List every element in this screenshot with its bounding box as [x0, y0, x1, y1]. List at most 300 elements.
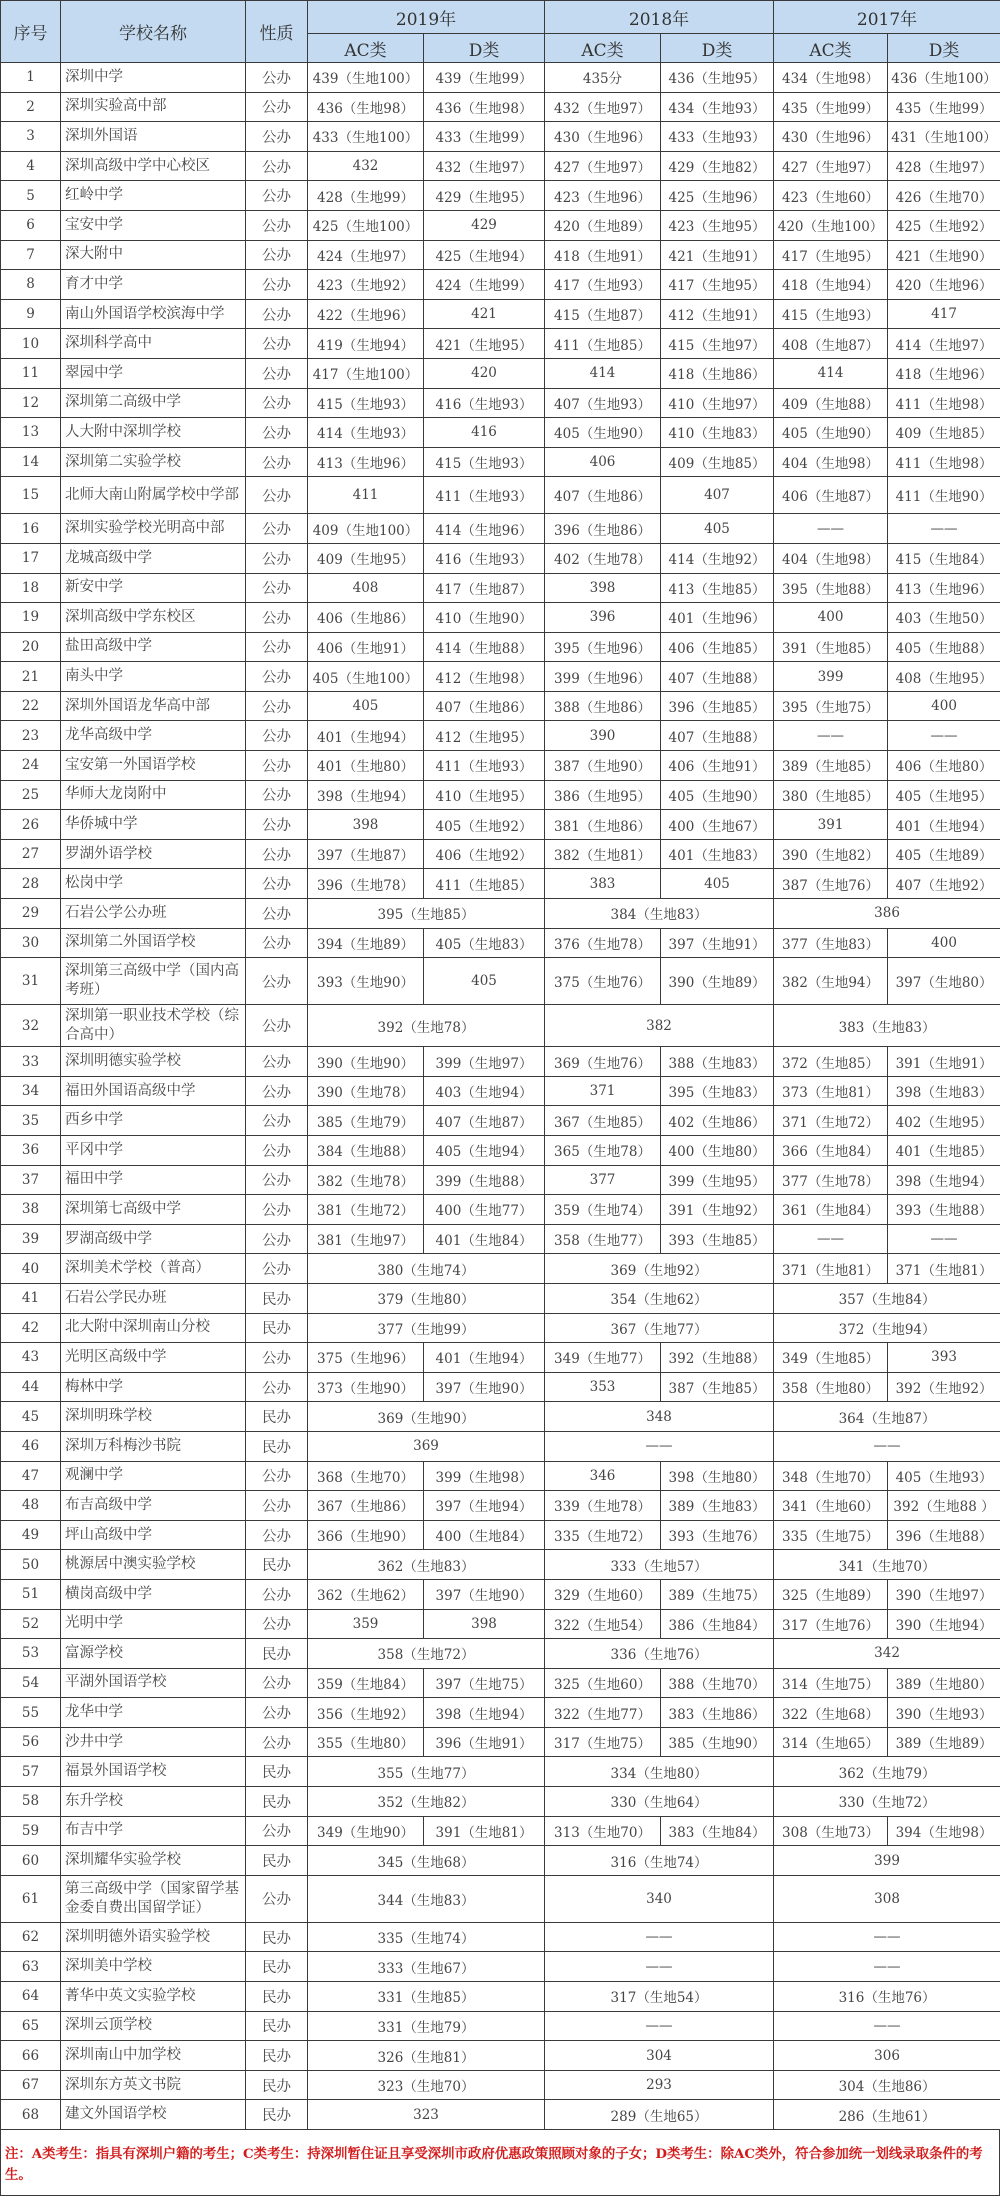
school-type: 民办 — [246, 2041, 308, 2071]
school-type: 民办 — [246, 2100, 308, 2130]
school-type: 公办 — [246, 1816, 308, 1846]
table-row — [1, 603, 1000, 633]
score-2017-d: 394（生地98） — [888, 1816, 1000, 1846]
score-2018-d: 410（生地83） — [661, 418, 774, 448]
score-2017-merged: 342 — [774, 1639, 1000, 1669]
score-2019-merged: 345（生地68） — [308, 1846, 545, 1876]
school-type: 民办 — [246, 1313, 308, 1343]
school-name: 深大附中 — [61, 240, 246, 270]
score-2017-ac: 366（生地84） — [774, 1136, 888, 1166]
school-type: 公办 — [246, 1372, 308, 1402]
school-type: 公办 — [246, 151, 308, 181]
score-2017-d: 417 — [888, 299, 1000, 329]
score-2019-d: 399（生地98） — [424, 1461, 545, 1491]
score-2019-ac: 414（生地93） — [308, 418, 424, 448]
score-2019-d: 414（生地96） — [424, 514, 545, 544]
table-row — [1, 1952, 1000, 1982]
score-2017-ac: 387（生地76） — [774, 869, 888, 899]
school-type: 民办 — [246, 2070, 308, 2100]
row-number: 42 — [1, 1313, 61, 1343]
score-2017-merged: 308 — [774, 1875, 1000, 1922]
score-2017-d: 393 — [888, 1343, 1000, 1373]
table-row — [1, 780, 1000, 810]
score-2019-ac: 356（生地92） — [308, 1698, 424, 1728]
school-name: 深圳第二高级中学 — [61, 388, 246, 418]
score-2019-merged: 355（生地77） — [308, 1757, 545, 1787]
score-2017-ac: 395（生地88） — [774, 573, 888, 603]
header-2019-ac: AC类 — [308, 34, 424, 63]
score-2017-ac: 409（生地88） — [774, 388, 888, 418]
score-2017-merged: 306 — [774, 2041, 1000, 2071]
school-type: 公办 — [246, 1165, 308, 1195]
school-name: 横岗高级中学 — [61, 1579, 246, 1609]
score-2019-ac: 373（生地90） — [308, 1372, 424, 1402]
score-2017-merged: —— — [774, 1431, 1000, 1461]
score-2019-merged: 335（生地74） — [308, 1922, 545, 1952]
table-row — [1, 1076, 1000, 1106]
score-2019-d: 391（生地81） — [424, 1816, 545, 1846]
table-row — [1, 1402, 1000, 1432]
score-2019-ac: 401（生地80） — [308, 751, 424, 781]
score-2019-ac: 424（生地97） — [308, 240, 424, 270]
table-row — [1, 632, 1000, 662]
table-row — [1, 358, 1000, 388]
score-2018-d: 405 — [661, 869, 774, 899]
school-name: 人大附中深圳学校 — [61, 418, 246, 448]
score-2019-ac: 432 — [308, 151, 424, 181]
score-2017-ac: 377（生地83） — [774, 928, 888, 958]
school-name: 沙井中学 — [61, 1727, 246, 1757]
table-row — [1, 1668, 1000, 1698]
score-2018-ac: 432（生地97） — [545, 92, 661, 122]
score-2018-ac: 414 — [545, 358, 661, 388]
score-2019-d: 400（生地84） — [424, 1520, 545, 1550]
school-type: 公办 — [246, 662, 308, 692]
score-2018-d: 387（生地85） — [661, 1372, 774, 1402]
score-2018-ac: 406 — [545, 447, 661, 477]
score-2017-d: 411（生地98） — [888, 388, 1000, 418]
score-2019-d: 405（生地94） — [424, 1136, 545, 1166]
school-type: 民办 — [246, 1757, 308, 1787]
score-2018-ac: 381（生地86） — [545, 810, 661, 840]
table-row — [1, 899, 1000, 929]
score-2017-merged: 330（生地72） — [774, 1787, 1000, 1817]
school-name: 北大附中深圳南山分校 — [61, 1313, 246, 1343]
row-number: 41 — [1, 1283, 61, 1313]
school-name: 布吉中学 — [61, 1816, 246, 1846]
score-2017-d: 405（生地93） — [888, 1461, 1000, 1491]
score-2019-d: 432（生地97） — [424, 151, 545, 181]
score-2019-ac: 362（生地62） — [308, 1579, 424, 1609]
score-2018-d: 402（生地86） — [661, 1106, 774, 1136]
score-2017-ac: 361（生地84） — [774, 1195, 888, 1225]
score-2017-merged: 372（生地94） — [774, 1313, 1000, 1343]
school-name: 坪山高级中学 — [61, 1520, 246, 1550]
row-number: 21 — [1, 662, 61, 692]
school-type: 公办 — [246, 1461, 308, 1491]
table-row — [1, 2011, 1000, 2041]
table-row — [1, 928, 1000, 958]
school-type: 民办 — [246, 1550, 308, 1580]
score-2017-ac: 418（生地94） — [774, 270, 888, 300]
school-name: 松岗中学 — [61, 869, 246, 899]
score-2019-ac: 393（生地90） — [308, 958, 424, 1005]
school-type: 公办 — [246, 632, 308, 662]
school-type: 公办 — [246, 1005, 308, 1047]
row-number: 18 — [1, 573, 61, 603]
score-2018-merged: 348 — [545, 1402, 774, 1432]
score-2018-ac: 396 — [545, 603, 661, 633]
score-2018-ac: 322（生地54） — [545, 1609, 661, 1639]
score-2018-ac: 329（生地60） — [545, 1579, 661, 1609]
score-2017-d: —— — [888, 1224, 1000, 1254]
table-row — [1, 691, 1000, 721]
table-row — [1, 210, 1000, 240]
row-number: 60 — [1, 1846, 61, 1876]
score-2018-d: 421（生地91） — [661, 240, 774, 270]
score-2017-ac: 348（生地70） — [774, 1461, 888, 1491]
score-2018-ac: 367（生地85） — [545, 1106, 661, 1136]
school-name: 石岩公学公办班 — [61, 899, 246, 929]
row-number: 29 — [1, 899, 61, 929]
score-2018-ac: 405（生地90） — [545, 418, 661, 448]
score-2018-ac: 398 — [545, 573, 661, 603]
row-number: 45 — [1, 1402, 61, 1432]
score-2019-ac: 367（生地86） — [308, 1491, 424, 1521]
score-2019-ac: 359（生地84） — [308, 1668, 424, 1698]
score-2017-ac: 380（生地85） — [774, 780, 888, 810]
row-number: 26 — [1, 810, 61, 840]
school-type: 民办 — [246, 1639, 308, 1669]
score-2017-ac: 395（生地75） — [774, 691, 888, 721]
score-2017-ac: 322（生地68） — [774, 1698, 888, 1728]
score-2019-d: 405（生地83） — [424, 928, 545, 958]
score-2019-ac: 366（生地90） — [308, 1520, 424, 1550]
school-type: 公办 — [246, 780, 308, 810]
row-number: 35 — [1, 1106, 61, 1136]
score-2019-d: 416（生地93） — [424, 388, 545, 418]
header-2018-d: D类 — [661, 34, 774, 63]
row-number: 28 — [1, 869, 61, 899]
score-2019-ac: 413（生地96） — [308, 447, 424, 477]
school-type: 公办 — [246, 573, 308, 603]
score-2017-ac: 377（生地78） — [774, 1165, 888, 1195]
score-2017-d: 401（生地85） — [888, 1136, 1000, 1166]
table-row — [1, 1922, 1000, 1952]
school-name: 宝安第一外国语学校 — [61, 751, 246, 781]
row-number: 19 — [1, 603, 61, 633]
school-type: 公办 — [246, 92, 308, 122]
score-2018-d: 400（生地67） — [661, 810, 774, 840]
score-2018-d: 395（生地83） — [661, 1076, 774, 1106]
table-row — [1, 1491, 1000, 1521]
school-name: 桃源居中澳实验学校 — [61, 1550, 246, 1580]
score-2019-ac: 409（生地95） — [308, 543, 424, 573]
row-number: 62 — [1, 1922, 61, 1952]
score-2019-ac: 428（生地99） — [308, 181, 424, 211]
table-row — [1, 1283, 1000, 1313]
score-2019-merged: 380（生地74） — [308, 1254, 545, 1284]
score-2017-ac: 417（生地95） — [774, 240, 888, 270]
score-2018-ac: 313（生地70） — [545, 1816, 661, 1846]
row-number: 43 — [1, 1343, 61, 1373]
school-type: 公办 — [246, 751, 308, 781]
row-number: 58 — [1, 1787, 61, 1817]
score-2018-merged: —— — [545, 1922, 774, 1952]
score-2019-d: 415（生地93） — [424, 447, 545, 477]
score-2019-d: 416 — [424, 418, 545, 448]
score-2019-ac: 382（生地78） — [308, 1165, 424, 1195]
table-row — [1, 662, 1000, 692]
school-name: 育才中学 — [61, 270, 246, 300]
score-2017-ac: 382（生地94） — [774, 958, 888, 1005]
score-2018-ac: 399（生地96） — [545, 662, 661, 692]
score-2018-merged: 317（生地54） — [545, 1982, 774, 2012]
score-2017-d: 436（生地100） — [888, 63, 1000, 93]
score-2018-d: 407（生地88） — [661, 721, 774, 751]
score-2017-d: 431（生地100） — [888, 122, 1000, 152]
table-row — [1, 2041, 1000, 2071]
table-row — [1, 388, 1000, 418]
header-2019-d: D类 — [424, 34, 545, 63]
score-2019-d: 433（生地99） — [424, 122, 545, 152]
school-type: 公办 — [246, 691, 308, 721]
school-name: 深圳美术学校（普高） — [61, 1254, 246, 1284]
score-2018-merged: 289（生地65） — [545, 2100, 774, 2130]
table-row — [1, 1639, 1000, 1669]
school-type: 民办 — [246, 1846, 308, 1876]
score-2019-ac: 406（生地91） — [308, 632, 424, 662]
score-2019-d: 405（生地92） — [424, 810, 545, 840]
score-2019-d: 406（生地92） — [424, 839, 545, 869]
score-2019-ac: 384（生地88） — [308, 1136, 424, 1166]
table-body — [1, 63, 1000, 2130]
score-2017-d: 390（生地94） — [888, 1609, 1000, 1639]
score-2019-d: 407（生地86） — [424, 691, 545, 721]
row-number: 40 — [1, 1254, 61, 1284]
score-2017-ac: 314（生地65） — [774, 1727, 888, 1757]
row-number: 27 — [1, 839, 61, 869]
score-2019-merged: 331（生地85） — [308, 1982, 545, 2012]
score-2017-ac: 390（生地82） — [774, 839, 888, 869]
school-name: 深圳明德实验学校 — [61, 1047, 246, 1077]
table-row — [1, 1136, 1000, 1166]
school-name: 盐田高级中学 — [61, 632, 246, 662]
score-2017-ac: 430（生地96） — [774, 122, 888, 152]
score-2019-ac: 436（生地98） — [308, 92, 424, 122]
school-name: 深圳第二外国语学校 — [61, 928, 246, 958]
score-2019-merged: 392（生地78） — [308, 1005, 545, 1047]
score-2017-ac: 373（生地81） — [774, 1076, 888, 1106]
score-2018-d: 391（生地92） — [661, 1195, 774, 1225]
school-name: 罗湖高级中学 — [61, 1224, 246, 1254]
score-2017-merged: 386 — [774, 899, 1000, 929]
score-2018-d: 415（生地97） — [661, 329, 774, 359]
score-2018-ac: 411（生地85） — [545, 329, 661, 359]
row-number: 46 — [1, 1431, 61, 1461]
score-2019-ac: 433（生地100） — [308, 122, 424, 152]
score-2017-ac: 317（生地76） — [774, 1609, 888, 1639]
score-2017-ac: 335（生地75） — [774, 1520, 888, 1550]
table-row — [1, 1550, 1000, 1580]
school-type: 公办 — [246, 1609, 308, 1639]
score-2018-merged: 334（生地80） — [545, 1757, 774, 1787]
score-2017-ac: 434（生地98） — [774, 63, 888, 93]
score-2018-ac: 322（生地77） — [545, 1698, 661, 1728]
score-2017-d: 435（生地99） — [888, 92, 1000, 122]
school-type: 公办 — [246, 418, 308, 448]
score-2018-d: 400（生地80） — [661, 1136, 774, 1166]
score-2017-ac: 435（生地99） — [774, 92, 888, 122]
table-row — [1, 299, 1000, 329]
school-name: 深圳实验高中部 — [61, 92, 246, 122]
score-2017-ac: 415（生地93） — [774, 299, 888, 329]
score-2018-merged: 384（生地83） — [545, 899, 774, 929]
score-2018-ac: 388（生地86） — [545, 691, 661, 721]
school-type: 公办 — [246, 1136, 308, 1166]
score-2019-d: 411（生地85） — [424, 869, 545, 899]
table-row — [1, 1313, 1000, 1343]
score-2017-merged: 304（生地86） — [774, 2070, 1000, 2100]
table-header — [1, 1, 1000, 63]
score-2018-merged: 330（生地64） — [545, 1787, 774, 1817]
table-row — [1, 1343, 1000, 1373]
score-2017-d: 398（生地83） — [888, 1076, 1000, 1106]
score-2017-ac: 314（生地75） — [774, 1668, 888, 1698]
row-number: 31 — [1, 958, 61, 1005]
score-2018-ac: 365（生地78） — [545, 1136, 661, 1166]
school-name: 光明中学 — [61, 1609, 246, 1639]
score-2018-d: 388（生地83） — [661, 1047, 774, 1077]
score-2017-d: 426（生地70） — [888, 181, 1000, 211]
score-2018-d: 406（生地85） — [661, 632, 774, 662]
school-type: 公办 — [246, 603, 308, 633]
school-type: 公办 — [246, 810, 308, 840]
score-2018-d: 393（生地85） — [661, 1224, 774, 1254]
header-type: 性质 — [246, 1, 308, 63]
score-2019-ac: 394（生地89） — [308, 928, 424, 958]
score-2019-d: 397（生地75） — [424, 1668, 545, 1698]
score-2018-ac: 386（生地95） — [545, 780, 661, 810]
school-name: 石岩公学民办班 — [61, 1283, 246, 1313]
score-2017-ac: 358（生地80） — [774, 1372, 888, 1402]
score-2019-ac: 439（生地100） — [308, 63, 424, 93]
score-2018-d: 407（生地88） — [661, 662, 774, 692]
score-2018-ac: 430（生地96） — [545, 122, 661, 152]
score-2019-d: 410（生地90） — [424, 603, 545, 633]
row-number: 20 — [1, 632, 61, 662]
school-name: 西乡中学 — [61, 1106, 246, 1136]
table-row — [1, 1982, 1000, 2012]
score-2018-ac: 407（生地86） — [545, 477, 661, 514]
row-number: 50 — [1, 1550, 61, 1580]
score-2017-d: 405（生地95） — [888, 780, 1000, 810]
school-name: 福景外国语学校 — [61, 1757, 246, 1787]
score-2018-d: 414（生地92） — [661, 543, 774, 573]
school-name: 龙华高级中学 — [61, 721, 246, 751]
score-2019-d: 439（生地99） — [424, 63, 545, 93]
table-row — [1, 270, 1000, 300]
table-row — [1, 240, 1000, 270]
school-name: 深圳科学高中 — [61, 329, 246, 359]
score-2018-ac: 390 — [545, 721, 661, 751]
table-row — [1, 869, 1000, 899]
score-2018-ac: 376（生地78） — [545, 928, 661, 958]
school-type: 公办 — [246, 721, 308, 751]
table-row — [1, 122, 1000, 152]
score-2019-merged: 362（生地83） — [308, 1550, 545, 1580]
school-name: 深圳东方英文书院 — [61, 2070, 246, 2100]
score-2017-d: —— — [888, 514, 1000, 544]
score-2019-ac: 406（生地86） — [308, 603, 424, 633]
score-2019-ac: 398（生地94） — [308, 780, 424, 810]
school-name: 深圳外国语 — [61, 122, 246, 152]
score-2019-ac: 390（生地78） — [308, 1076, 424, 1106]
school-type: 公办 — [246, 1076, 308, 1106]
score-2018-ac: 375（生地76） — [545, 958, 661, 1005]
school-name: 深圳中学 — [61, 63, 246, 93]
score-2018-merged: 316（生地74） — [545, 1846, 774, 1876]
score-2019-d: 398（生地94） — [424, 1698, 545, 1728]
score-2017-d: 414（生地97） — [888, 329, 1000, 359]
score-2018-d: 388（生地70） — [661, 1668, 774, 1698]
score-2019-d: 398 — [424, 1609, 545, 1639]
row-number: 64 — [1, 1982, 61, 2012]
score-2018-ac: 369（生地76） — [545, 1047, 661, 1077]
score-2017-d: 425（生地92） — [888, 210, 1000, 240]
score-2017-d: 408（生地95） — [888, 662, 1000, 692]
header-year-2019: 2019年 — [308, 1, 545, 34]
school-name: 龙华中学 — [61, 1698, 246, 1728]
score-2019-ac: 397（生地87） — [308, 839, 424, 869]
row-number: 68 — [1, 2100, 61, 2130]
school-type: 公办 — [246, 1224, 308, 1254]
score-2018-d: 429（生地82） — [661, 151, 774, 181]
school-name: 南头中学 — [61, 662, 246, 692]
score-2017-d: 393（生地88） — [888, 1195, 1000, 1225]
score-2019-d: 424（生地99） — [424, 270, 545, 300]
school-type: 公办 — [246, 210, 308, 240]
score-2019-d: 436（生地98） — [424, 92, 545, 122]
score-2018-d: 389（生地75） — [661, 1579, 774, 1609]
school-type: 公办 — [246, 299, 308, 329]
school-type: 公办 — [246, 63, 308, 93]
table-row — [1, 1372, 1000, 1402]
score-2019-ac: 405（生地100） — [308, 662, 424, 692]
score-2019-merged: 379（生地80） — [308, 1283, 545, 1313]
score-2018-merged: —— — [545, 2011, 774, 2041]
score-2018-ac: 415（生地87） — [545, 299, 661, 329]
table-row — [1, 1165, 1000, 1195]
score-2017-ac: 325（生地89） — [774, 1579, 888, 1609]
score-2018-ac: 383 — [545, 869, 661, 899]
row-number: 7 — [1, 240, 61, 270]
score-2017-ac: 371（生地72） — [774, 1106, 888, 1136]
table-row — [1, 1816, 1000, 1846]
table-row — [1, 751, 1000, 781]
score-2019-ac: 385（生地79） — [308, 1106, 424, 1136]
score-2018-d: 392（生地88） — [661, 1343, 774, 1373]
school-name: 梅林中学 — [61, 1372, 246, 1402]
score-2017-merged: 357（生地84） — [774, 1283, 1000, 1313]
score-2018-d: 406（生地91） — [661, 751, 774, 781]
score-2017-d: 390（生地93） — [888, 1698, 1000, 1728]
table-row — [1, 1787, 1000, 1817]
score-2017-ac: 371（生地81） — [774, 1254, 888, 1284]
score-2018-ac: 339（生地78） — [545, 1491, 661, 1521]
row-number: 3 — [1, 122, 61, 152]
row-number: 52 — [1, 1609, 61, 1639]
